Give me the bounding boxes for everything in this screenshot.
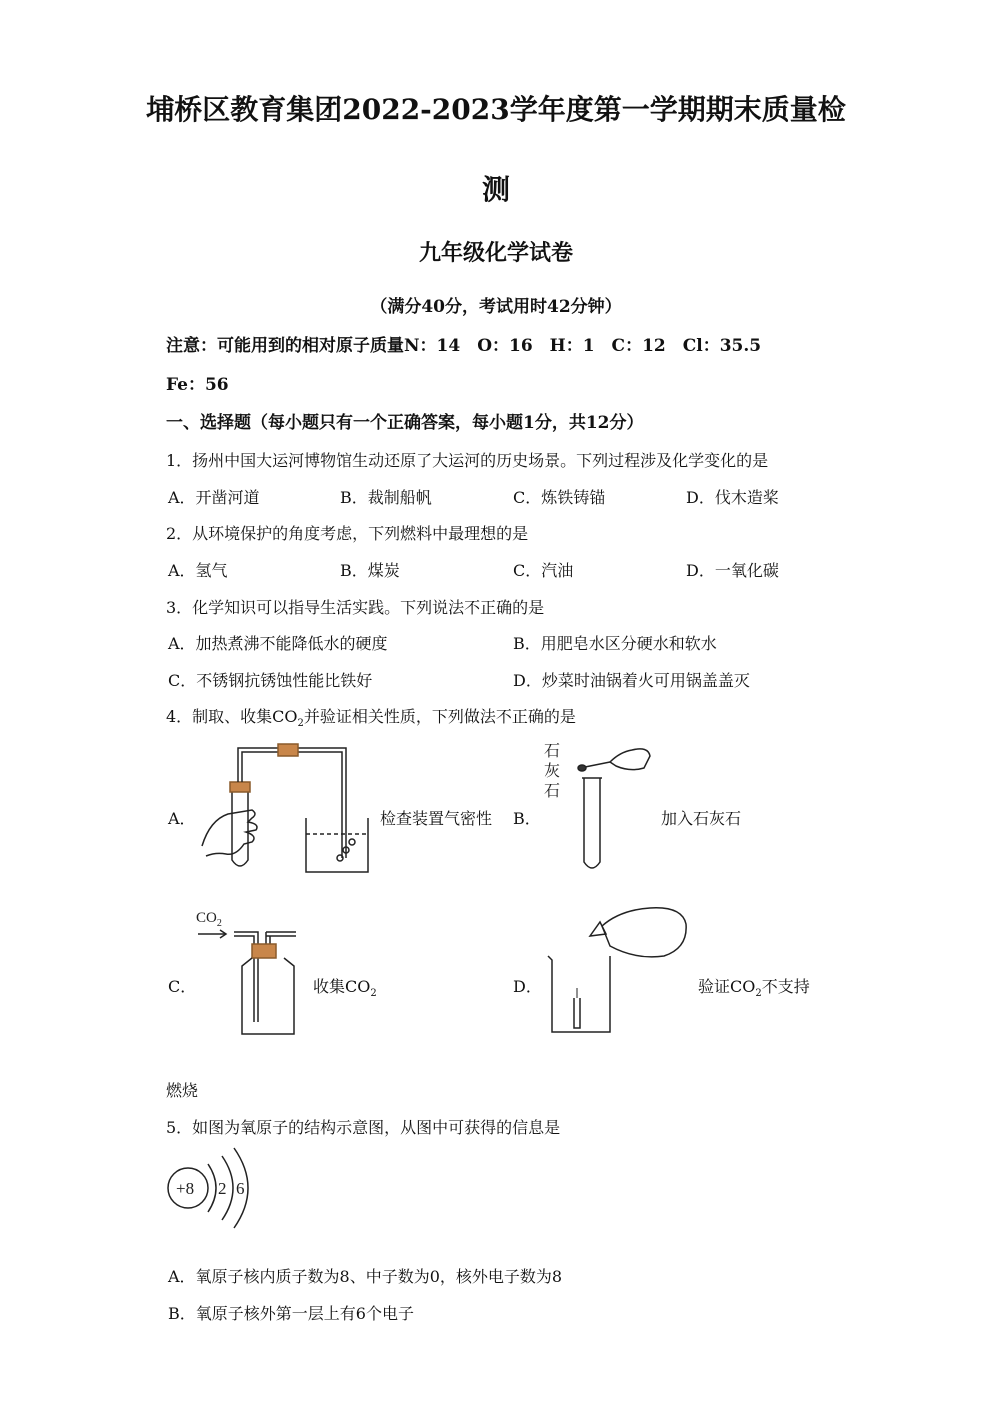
shell-1-electrons: 2 [218, 1179, 227, 1198]
paper-subtitle: 九年级化学试卷 [418, 240, 573, 266]
co2-no-combustion-figure [540, 904, 690, 1038]
question-4-option-b-label: B． [513, 809, 541, 828]
question-4-option-a-label: A． [168, 809, 196, 828]
section-heading: 一、选择题（每小题只有一个正确答案，每小题1分，共12分） [166, 413, 644, 433]
co2-label: $CO_2$ [196, 910, 222, 929]
question-3-option-d: D．炒菜时油锅着火可用锅盖盖灭 [513, 671, 750, 690]
nucleus-charge: +8 [176, 1179, 195, 1198]
electron-shell-1 [208, 1164, 216, 1212]
question-2-option-a: A．氢气 [168, 561, 228, 580]
page-title: 埔桥区教育集团2022-2023学年度第一学期期末质量检 [146, 93, 846, 126]
question-4-option-c-label: C． [168, 977, 197, 996]
question-3-stem: 3．化学知识可以指导生活实践。下列说法不正确的是 [166, 598, 545, 617]
question-1-option-d: D．伐木造桨 [686, 488, 779, 507]
question-4-option-d-label: D． [513, 977, 542, 996]
question-2-option-b: B．煤炭 [340, 561, 400, 580]
question-2-option-d: D．一氧化碳 [686, 561, 779, 580]
question-5-option-a: A．氧原子核内质子数为8、中子数为0，核外电子数为8 [168, 1267, 563, 1286]
shell-2-electrons: 6 [236, 1179, 245, 1198]
limestone-label-char-1: 石 [544, 743, 561, 760]
add-limestone-figure [540, 738, 660, 878]
question-1-option-b: B．裁制船帆 [340, 488, 432, 507]
page-title-continued: 测 [481, 173, 510, 206]
question-5-option-b: B．氧原子核外第一层上有6个电子 [168, 1304, 414, 1323]
question-3-option-c: C．不锈钢抗锈蚀性能比铁好 [168, 671, 373, 690]
question-5-stem: 5．如图为氧原子的结构示意图，从图中可获得的信息是 [166, 1118, 561, 1137]
question-3-option-a: A．加热煮沸不能降低水的硬度 [168, 634, 388, 653]
collect-co2-figure [196, 904, 306, 1038]
question-4-option-b-text: 加入石灰石 [661, 809, 742, 828]
limestone-label-char-2: 灰 [544, 763, 561, 780]
question-3-option-b: B．用肥皂水区分硬水和软水 [513, 634, 717, 653]
question-1-option-a: A．开凿河道 [168, 488, 260, 507]
question-4-option-d-text-continued: 燃烧 [166, 1081, 199, 1100]
question-4-option-d-text: 验证$CO_2$不支持 [698, 977, 810, 1000]
question-1-option-c: C．炼铁铸锚 [513, 488, 606, 507]
question-4-option-a-text: 检查装置气密性 [380, 809, 493, 828]
note-line-1: 注意：可能用到的相对原子质量N：14 O：16 H：1 C：12 Cl：35.5 [166, 336, 762, 356]
question-2-option-c: C．汽油 [513, 561, 574, 580]
limestone-label-char-3: 石 [544, 783, 561, 800]
oxygen-atom-structure-diagram [164, 1146, 264, 1232]
exam-info: （满分40分，考试用时42分钟） [370, 297, 622, 317]
airtightness-check-figure [196, 738, 376, 878]
question-4-option-c-text: 收集$CO_2$ [313, 977, 377, 1000]
question-2-stem: 2．从环境保护的角度考虑，下列燃料中最理想的是 [166, 524, 529, 543]
note-line-2: Fe：56 [166, 375, 229, 395]
question-4-stem: 4．制取、收集$CO_2$并验证相关性质，下列做法不正确的是 [166, 707, 576, 730]
question-1-stem: 1．扬州中国大运河博物馆生动还原了大运河的历史场景。下列过程涉及化学变化的是 [166, 451, 769, 470]
